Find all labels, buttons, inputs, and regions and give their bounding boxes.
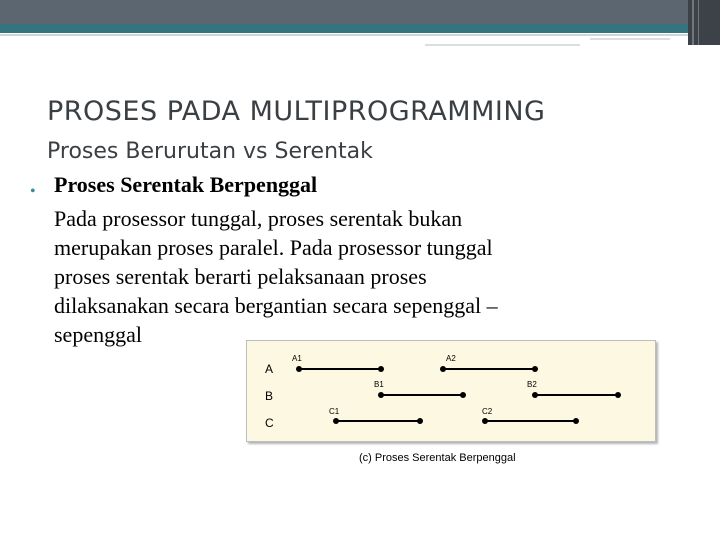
body-line: Pada prosessor tunggal, proses serentak bukan <box>54 206 463 231</box>
segment-endpoint <box>296 366 302 372</box>
segment-endpoint <box>573 418 579 424</box>
segment-label-b1: B1 <box>374 380 384 389</box>
corner-decoration <box>688 0 720 45</box>
segment-endpoint <box>482 418 488 424</box>
body-line: merupakan proses paralel. Pada prosessor tunggal <box>54 235 493 260</box>
top-stripe <box>0 34 720 36</box>
slide-subtitle: Proses Berurutan vs Serentak <box>47 139 373 164</box>
segment-endpoint <box>378 366 384 372</box>
top-stripe-short <box>425 44 580 46</box>
body-line: proses serentak berarti pelaksanaan proses <box>54 264 427 289</box>
row-label-b: B <box>265 389 274 403</box>
row-label-a: A <box>265 362 274 376</box>
segment-endpoint <box>532 366 538 372</box>
segment-label-a1: A1 <box>292 354 302 363</box>
body-line: sepenggal <box>54 322 142 347</box>
segment-endpoint <box>333 418 339 424</box>
slide-title: PROSES PADA MULTIPROGRAMMING <box>47 96 546 127</box>
diagram-caption: (c) Proses Serentak Berpenggal <box>359 452 516 464</box>
segment-endpoint <box>417 418 423 424</box>
segment-label-b2: B2 <box>527 380 537 389</box>
segment-label-a2: A2 <box>446 354 456 363</box>
segment-label-c1: C1 <box>329 407 340 416</box>
row-label-c: C <box>265 416 274 430</box>
segment-label-c2: C2 <box>482 407 493 416</box>
bullet-heading: Proses Serentak Berpenggal <box>54 172 318 197</box>
body-paragraph <box>54 204 614 349</box>
segment-endpoint <box>532 392 538 398</box>
body-line: dilaksanakan secara bergantian secara sepenggal – <box>54 293 498 318</box>
timeline-svg <box>247 341 655 441</box>
segment-endpoint <box>378 392 384 398</box>
top-banner <box>0 0 720 24</box>
segment-endpoint <box>440 366 446 372</box>
top-accent-bar <box>0 24 720 33</box>
segment-endpoint <box>615 392 621 398</box>
timeline-diagram <box>246 340 656 442</box>
segment-endpoint <box>460 392 466 398</box>
bullet-icon: • <box>30 183 36 200</box>
top-stripe-short-right <box>590 38 670 40</box>
